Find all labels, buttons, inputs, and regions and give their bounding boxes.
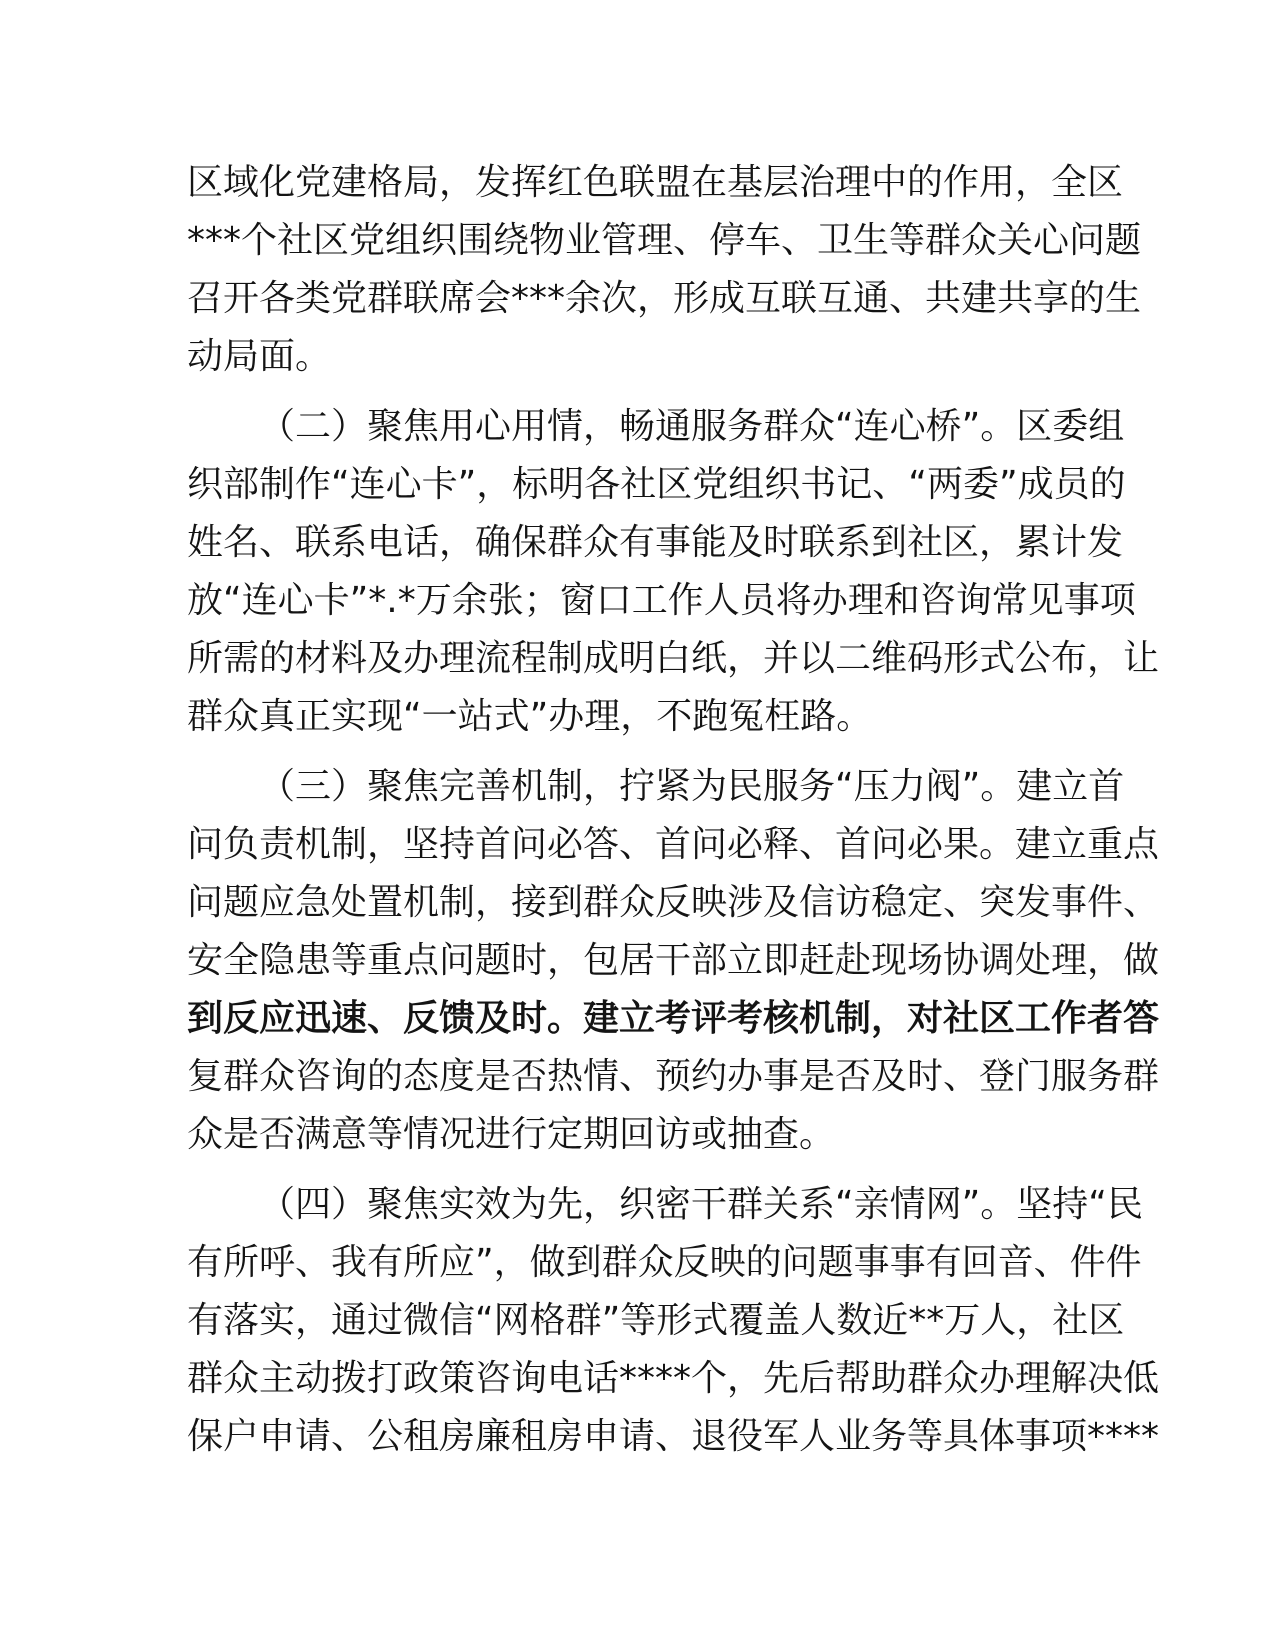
text-line: 安全隐患等重点问题时，包居干部立即赶赴现场协调处理，做 (187, 940, 1160, 981)
paragraph-spacer (187, 1164, 1087, 1176)
text-line: 问题应急处置机制，接到群众反映涉及信访稳定、突发事件、 (187, 882, 1160, 923)
text-line: 有所呼、我有所应”，做到群众反映的问题事事有回音、件件 (187, 1242, 1142, 1283)
text-line: 群众主动拨打政策咨询电话****个，先后帮助群众办理解决低 (187, 1358, 1160, 1399)
paragraph-spacer (187, 386, 1087, 398)
text-line: 到反应迅速、反馈及时。建立考评考核机制，对社区工作者答 (187, 998, 1160, 1039)
text-line: 动局面。 (187, 336, 332, 377)
text-line: 群众真正实现“一站式”办理，不跑冤枉路。 (187, 696, 873, 737)
text-line: 复群众咨询的态度是否热情、预约办事是否及时、登门服务群 (187, 1056, 1160, 1097)
text-line: 织部制作“连心卡”，标明各社区党组织书记、“两委”成员的 (187, 464, 1126, 505)
text-line: 所需的材料及办理流程制成明白纸，并以二维码形式公布，让 (187, 638, 1160, 679)
text-line: 放“连心卡”*.*万余张；窗口工作人员将办理和咨询常见事项 (187, 580, 1136, 621)
text-line: 姓名、联系电话，确保群众有事能及时联系到社区，累计发 (187, 522, 1124, 563)
text-line: 区域化党建格局，发挥红色联盟在基层治理中的作用，全区 (187, 162, 1124, 203)
text-line: （二）聚焦用心用情，畅通服务群众“连心桥”。区委组 (259, 406, 1125, 447)
text-line: 保户申请、公租房廉租房申请、退役军人业务等具体事项**** (187, 1416, 1160, 1457)
text-line: （三）聚焦完善机制，拧紧为民服务“压力阀”。建立首 (259, 766, 1125, 807)
text-line: （四）聚焦实效为先，织密干群关系“亲情网”。坚持“民 (259, 1184, 1143, 1225)
paragraph-spacer (187, 746, 1087, 758)
paragraph (187, 154, 1142, 386)
text-line: 召开各类党群联席会***余次，形成互联互通、共建共享的生 (187, 278, 1142, 319)
paragraph (187, 1176, 1160, 1466)
paragraph (187, 398, 1160, 746)
text-line: 众是否满意等情况进行定期回访或抽查。 (187, 1114, 836, 1155)
text-line: 有落实，通过微信“网格群”等形式覆盖人数近**万人，社区 (187, 1300, 1125, 1341)
document-body (187, 154, 1160, 1466)
paragraph (187, 758, 1160, 1164)
text-line: ***个社区党组织围绕物业管理、停车、卫生等群众关心问题 (187, 220, 1142, 261)
text-line: 问负责机制，坚持首问必答、首问必释、首问必果。建立重点 (187, 824, 1160, 865)
